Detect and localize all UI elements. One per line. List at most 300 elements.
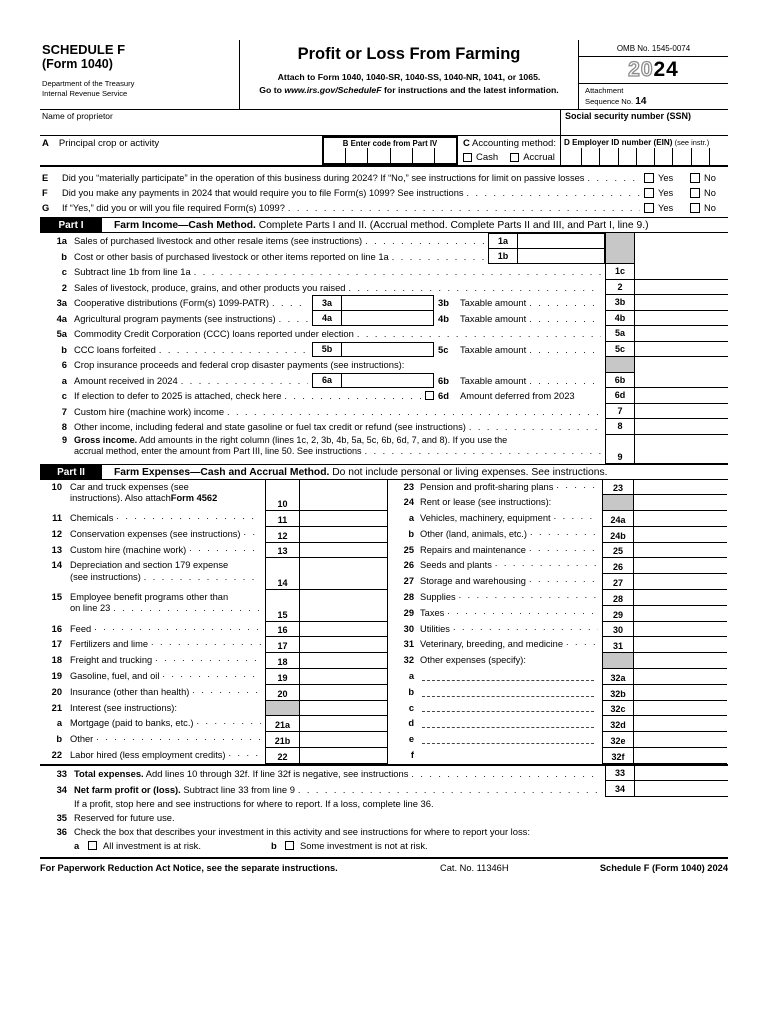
other-expense-description-input[interactable]	[422, 743, 594, 744]
dot-leader	[392, 251, 484, 262]
line-6a-amount-input[interactable]	[342, 373, 434, 389]
line-label: Pension and profit-sharing plans	[420, 481, 554, 492]
box-number: 4b	[438, 312, 449, 324]
line-number: b	[61, 343, 67, 355]
line-d-cell	[560, 136, 728, 165]
line-16-amount-input[interactable]	[300, 622, 387, 638]
box-number: 31	[602, 637, 634, 653]
attachment-sequence	[579, 84, 728, 109]
question-letter: F	[42, 187, 48, 198]
code-cell[interactable]	[412, 148, 434, 163]
line-21a-amount-input[interactable]	[300, 716, 387, 732]
line-number: 16	[51, 623, 62, 634]
line-b-label: Enter code from Part IV	[350, 139, 438, 148]
line-8-amount-input[interactable]	[635, 419, 728, 435]
other-expense-description-input[interactable]	[422, 711, 594, 712]
proprietor-name-input[interactable]	[42, 121, 560, 135]
line-label: Custom hire (machine work) income	[74, 405, 225, 417]
line-number: b	[61, 250, 67, 262]
line-label	[74, 435, 605, 464]
line-number: 25	[403, 544, 414, 555]
dot-leader	[447, 606, 598, 622]
box-number: 28	[602, 590, 634, 606]
line-13-amount-input[interactable]	[300, 543, 387, 559]
line-number: 14	[51, 560, 62, 571]
line-1c-amount-input[interactable]	[635, 264, 728, 280]
dot-leader	[113, 603, 261, 614]
code-cell[interactable]	[434, 148, 456, 163]
box-number: 14	[265, 558, 300, 590]
tax-year	[579, 57, 728, 84]
part1-subtitle: Complete Parts I and II. (Accrual method. Complete Parts II and III, and Part I, line 9.)	[255, 220, 649, 231]
defer-election-checkbox[interactable]	[425, 391, 434, 400]
line-28-amount-input[interactable]	[634, 590, 727, 606]
line-label: Sales of livestock, produce, grains, and other products you raised	[74, 281, 346, 293]
row-9	[40, 435, 728, 464]
accrual-checkbox[interactable]	[510, 153, 519, 162]
line-5c-amount-input[interactable]	[635, 342, 728, 358]
line-6b-amount-input[interactable]	[635, 373, 728, 389]
line-label: Other expenses (specify):	[420, 655, 526, 666]
ein-cell[interactable]	[654, 148, 672, 165]
some-investment-not-at-risk-checkbox[interactable]	[285, 841, 294, 850]
question-g	[40, 200, 728, 215]
attach-instruction: Attach to Form 1040, 1040-SR, 1040-SS, 1040-NR, 1041, or 1065.	[277, 72, 541, 82]
line-letter: b	[270, 840, 277, 852]
row-6a	[40, 373, 728, 389]
dot-leader	[529, 313, 601, 324]
box-number: 32b	[602, 685, 634, 701]
part2-subtitle: Do not include personal or living expenses. See instructions.	[329, 466, 608, 478]
line-label: Agricultural program payments (see instructions)	[74, 312, 276, 324]
form-footer	[40, 857, 728, 873]
line-label: Taxes	[420, 607, 445, 618]
code-cell[interactable]	[345, 148, 367, 163]
line-label: Other	[70, 734, 94, 745]
box-number: 15	[265, 590, 300, 622]
line-label: Taxable amount	[460, 312, 527, 324]
dot-leader	[155, 653, 261, 669]
line-9-amount-input[interactable]	[635, 435, 728, 464]
line-1b-amount-input[interactable]	[518, 249, 605, 265]
row-35	[40, 811, 728, 825]
box-number: 6d	[438, 390, 449, 402]
row-18	[40, 653, 387, 669]
line-20-amount-input[interactable]	[300, 685, 387, 701]
line-c-cell	[458, 136, 560, 165]
row-24a	[396, 511, 727, 527]
line-label: Taxable amount	[460, 374, 527, 386]
yes-checkbox-e[interactable]	[644, 173, 654, 183]
line-number: 30	[403, 623, 414, 634]
line-number: 27	[403, 576, 414, 587]
line-5b-amount-input[interactable]	[342, 342, 434, 358]
row-6c	[40, 388, 728, 404]
box-number: 27	[602, 574, 634, 590]
line-letter: a	[408, 671, 414, 682]
line-number: 26	[403, 560, 414, 571]
form-4562-ref: Form 4562	[170, 492, 218, 503]
shaded-cell	[605, 249, 635, 265]
header-left	[40, 40, 240, 109]
row-30	[396, 622, 727, 638]
part2-bar	[40, 464, 728, 480]
row-23	[396, 480, 727, 496]
dot-leader	[556, 480, 598, 496]
row-15	[40, 590, 387, 622]
no-label: No	[704, 187, 716, 198]
header-center	[240, 40, 578, 109]
shaded-cell	[602, 495, 634, 511]
ein-note: (see instr.)	[674, 138, 710, 147]
line-4a-amount-input[interactable]	[342, 311, 434, 327]
line-15-amount-input[interactable]	[300, 590, 387, 622]
line-22-amount-input[interactable]	[300, 748, 387, 764]
part2-left-column	[40, 480, 388, 764]
line-33-amount-input[interactable]	[635, 766, 728, 782]
box-number: 30	[602, 622, 634, 638]
year-bold: 24	[653, 58, 679, 81]
line-10-amount-input[interactable]	[300, 480, 387, 512]
dot-leader	[272, 297, 308, 308]
row-32b	[396, 685, 727, 701]
sequence-label: Sequence No.	[585, 96, 634, 106]
box-number: 1a	[488, 233, 518, 249]
box-number: 5c	[605, 342, 635, 358]
line-b-code-box	[322, 136, 458, 165]
box-number: 34	[605, 781, 635, 797]
ein-entry-cells	[564, 148, 727, 165]
line-number: 2	[61, 281, 67, 293]
line-label: Subtract line 1b from line 1a	[74, 266, 191, 278]
year-outline: 20	[628, 58, 654, 81]
dot-leader	[197, 716, 261, 732]
line-letter: a	[74, 840, 80, 852]
box-number: 6a	[312, 373, 342, 389]
part1-rows	[40, 233, 728, 464]
line-letter: d	[408, 718, 414, 729]
question-letter: E	[42, 172, 49, 183]
dot-leader	[587, 173, 640, 183]
spacer	[420, 748, 602, 764]
line-label	[70, 590, 265, 622]
dot-leader	[192, 685, 261, 701]
line-24a-amount-input[interactable]	[634, 511, 727, 527]
line-label-part: Car and truck expenses (see	[70, 481, 189, 492]
line-3b-amount-input[interactable]	[635, 295, 728, 311]
line-number: 24	[403, 497, 414, 508]
line-label: Labor hired (less employment credits)	[70, 750, 226, 761]
yes-checkbox-g[interactable]	[644, 203, 654, 213]
line-number: 32	[403, 655, 414, 666]
line-6d-amount-input[interactable]	[635, 388, 728, 404]
line-number: 36	[56, 825, 67, 837]
dot-leader	[566, 637, 598, 653]
row-22	[40, 748, 387, 764]
row-31	[396, 637, 727, 653]
form-header	[40, 40, 728, 110]
dot-leader	[159, 344, 308, 355]
box-number: 21a	[265, 716, 300, 732]
line-number: 12	[51, 528, 62, 539]
line-29-amount-input[interactable]	[634, 606, 727, 622]
line-number: 28	[403, 592, 414, 603]
line-number: 31	[403, 639, 414, 650]
row-21	[40, 701, 387, 717]
box-number: 33	[605, 766, 635, 782]
row-29	[396, 606, 727, 622]
line-number: 13	[51, 544, 62, 555]
row-32e	[396, 732, 727, 748]
row-13	[40, 543, 387, 559]
line-letter: f	[410, 750, 414, 761]
line-label: Add lines 10 through 32f. If line 32f is negative, see instructions	[143, 768, 409, 780]
line-number: 34	[56, 783, 67, 795]
line-label: Reserved for future use.	[74, 812, 175, 824]
box-number: 5b	[312, 342, 342, 358]
line-label: Vehicles, machinery, equipment	[420, 513, 551, 524]
code-cell[interactable]	[390, 148, 412, 163]
line-label: Check the box that describes your investment in this activity and see instructions for where to report your loss:	[74, 825, 530, 837]
dot-leader	[279, 313, 308, 324]
line-label: Taxable amount	[460, 343, 527, 355]
line-5a-amount-input[interactable]	[635, 326, 728, 342]
spacer	[177, 701, 265, 717]
line-label-part: Depreciation and section 179 expense	[70, 560, 229, 571]
line-label: Crop insurance proceeds and federal crop disaster payments (see instructions):	[74, 359, 405, 371]
other-expense-description-input[interactable]	[422, 696, 594, 697]
row-19	[40, 669, 387, 685]
profit-loss-note: If a profit, stop here and see instructions for where to report. If a loss, complete line 36.	[74, 798, 434, 810]
line-abcd-row	[40, 136, 728, 167]
line-number: a	[56, 718, 62, 729]
line-26-amount-input[interactable]	[634, 558, 727, 574]
box-number: 6d	[605, 388, 635, 404]
row-11	[40, 511, 387, 527]
dot-leader	[284, 390, 421, 401]
dot-leader	[94, 622, 261, 638]
dot-leader	[298, 784, 601, 795]
box-number: 18	[265, 653, 300, 669]
line-number: 5a	[56, 328, 67, 340]
accounting-method-label: Accounting method:	[472, 138, 556, 149]
no-checkbox-e[interactable]	[690, 173, 700, 183]
line-7-amount-input[interactable]	[635, 404, 728, 420]
line-label-part: instructions). Also attach	[70, 492, 171, 503]
line-label: CCC loans forfeited	[74, 343, 156, 355]
dot-leader	[529, 344, 601, 355]
line-2-amount-input[interactable]	[635, 280, 728, 296]
line-32f-amount-input[interactable]	[634, 748, 727, 764]
row-24	[396, 495, 727, 511]
box-number: 8	[605, 419, 635, 435]
line-label: Storage and warehousing	[420, 576, 526, 587]
dot-leader	[229, 748, 261, 764]
line-label: Amount received in 2024	[74, 374, 178, 386]
line-label: Other (land, animals, etc.)	[420, 528, 527, 539]
row-4a	[40, 311, 728, 327]
no-checkbox-f[interactable]	[690, 188, 700, 198]
line-label: Freight and trucking	[70, 655, 153, 666]
dot-leader	[529, 543, 598, 559]
box-number: 2	[605, 280, 635, 296]
row-1a	[40, 233, 728, 249]
all-investment-at-risk-checkbox[interactable]	[88, 841, 97, 850]
part1-bar	[40, 217, 728, 233]
line-label-part: on line 23	[70, 603, 111, 614]
line-label: Amount deferred from 2023	[460, 390, 575, 402]
line-32d-amount-input[interactable]	[634, 716, 727, 732]
line-label: Repairs and maintenance	[420, 544, 526, 555]
line-letter: b	[408, 686, 414, 697]
empty-cell	[635, 233, 728, 249]
bold-lead: Net farm profit or (loss).	[74, 783, 181, 795]
box-number: 29	[602, 606, 634, 622]
line-label: All investment is at risk.	[103, 840, 201, 852]
ein-cell[interactable]	[672, 148, 690, 165]
cash-checkbox[interactable]	[463, 153, 472, 162]
box-number: 17	[265, 637, 300, 653]
line-number: 35	[56, 812, 67, 824]
line-label: Commodity Credit Corporation (CCC) loans reported under election	[74, 328, 354, 340]
line-32e-amount-input[interactable]	[634, 732, 727, 748]
agency-line1: Department of the Treasury	[42, 79, 135, 88]
attachment-label: Attachment	[585, 86, 624, 96]
line-label: Utilities	[420, 623, 450, 634]
shaded-cell	[265, 701, 300, 717]
line-a-letter: A	[42, 138, 49, 149]
line-number: 11	[52, 513, 62, 524]
ein-cell[interactable]	[581, 148, 599, 165]
accrual-label: Accrual	[523, 152, 555, 163]
ein-cell[interactable]	[599, 148, 617, 165]
row-32c	[396, 701, 727, 717]
ein-cell[interactable]	[636, 148, 654, 165]
line-21b-amount-input[interactable]	[300, 732, 387, 748]
box-number: 10	[265, 480, 300, 512]
identity-row	[40, 110, 728, 136]
line-label: Custom hire (machine work)	[70, 544, 187, 555]
omb-number: OMB No. 1545-0074	[579, 40, 728, 57]
line-19-amount-input[interactable]	[300, 669, 387, 685]
question-text: If “Yes,” did you or will you file required Form(s) 1099?	[62, 202, 285, 213]
dot-leader	[365, 235, 484, 246]
box-number: 22	[265, 748, 300, 764]
line-a-label: Principal crop or activity	[58, 138, 160, 149]
line-3a-amount-input[interactable]	[342, 295, 434, 311]
row-33	[40, 766, 728, 782]
ssn-label: Social security number (SSN)	[565, 111, 692, 121]
no-label: No	[704, 172, 716, 183]
box-number: 24b	[602, 527, 634, 543]
code-cell[interactable]	[324, 148, 345, 163]
box-number: 5a	[605, 326, 635, 342]
line-number: c	[61, 266, 67, 278]
line-32c-amount-input[interactable]	[634, 701, 727, 717]
line-1a-amount-input[interactable]	[518, 233, 605, 249]
line-label: Gasoline, fuel, and oil	[70, 671, 160, 682]
row-34	[40, 781, 728, 797]
code-cell[interactable]	[367, 148, 389, 163]
row-36ab	[40, 838, 728, 854]
empty-cell	[634, 653, 727, 669]
no-checkbox-g[interactable]	[690, 203, 700, 213]
line-32a-amount-input[interactable]	[634, 669, 727, 685]
box-number: 5c	[438, 343, 449, 355]
box-number: 3a	[312, 295, 342, 311]
line-12-amount-input[interactable]	[300, 527, 387, 543]
yes-label: Yes	[658, 172, 674, 183]
line-letter: e	[408, 734, 414, 745]
row-21a	[40, 716, 387, 732]
line-number: 22	[51, 750, 62, 761]
line-label: Conservation expenses (see instructions)	[70, 528, 241, 539]
row-27	[396, 574, 727, 590]
line-number: a	[61, 374, 67, 386]
line-14-amount-input[interactable]	[300, 558, 387, 590]
question-e	[40, 170, 728, 185]
dot-leader	[453, 622, 598, 638]
line-32b-amount-input[interactable]	[634, 685, 727, 701]
ein-cell[interactable]	[618, 148, 636, 165]
line-label: Fertilizers and lime	[70, 639, 149, 650]
line-24b-amount-input[interactable]	[634, 527, 727, 543]
form-id-footer: Schedule F (Form 1040) 2024	[599, 862, 728, 873]
form-number-label: (Form 1040)	[42, 57, 113, 71]
dot-leader	[144, 572, 261, 583]
line-number: 15	[51, 592, 62, 603]
dot-leader	[244, 527, 261, 543]
line-11-amount-input[interactable]	[300, 511, 387, 527]
line-23-amount-input[interactable]	[634, 480, 727, 496]
line-17-amount-input[interactable]	[300, 637, 387, 653]
dot-leader	[162, 669, 261, 685]
line-27-amount-input[interactable]	[634, 574, 727, 590]
yes-checkbox-f[interactable]	[644, 188, 654, 198]
ein-cell[interactable]	[564, 148, 581, 165]
box-number: 16	[265, 622, 300, 638]
line-18-amount-input[interactable]	[300, 653, 387, 669]
line-label	[70, 480, 265, 512]
dot-leader	[181, 375, 308, 386]
row-6	[40, 357, 728, 373]
ein-cell[interactable]	[709, 148, 727, 165]
line-34-amount-input[interactable]	[635, 781, 728, 797]
dot-leader	[194, 266, 601, 277]
line-30-amount-input[interactable]	[634, 622, 727, 638]
row-10	[40, 480, 387, 512]
other-expense-description-input[interactable]	[422, 680, 594, 681]
row-1b	[40, 249, 728, 265]
line-number: 19	[51, 671, 62, 682]
dot-leader	[349, 282, 601, 293]
line-31-amount-input[interactable]	[634, 637, 727, 653]
line-number: 21	[51, 702, 62, 713]
bold-lead: Gross income.	[74, 434, 138, 445]
ein-cell[interactable]	[691, 148, 709, 165]
box-number: 3b	[605, 295, 635, 311]
other-expense-description-input[interactable]	[422, 727, 594, 728]
line-4b-amount-input[interactable]	[635, 311, 728, 327]
dot-leader	[467, 188, 640, 198]
line-25-amount-input[interactable]	[634, 543, 727, 559]
line-label: Interest (see instructions):	[70, 702, 177, 713]
line-number: 8	[61, 421, 67, 433]
dot-leader	[227, 406, 601, 417]
dot-leader	[96, 732, 261, 748]
paperwork-notice: For Paperwork Reduction Act Notice, see the separate instructions.	[40, 862, 338, 873]
line-number: b	[56, 734, 62, 745]
